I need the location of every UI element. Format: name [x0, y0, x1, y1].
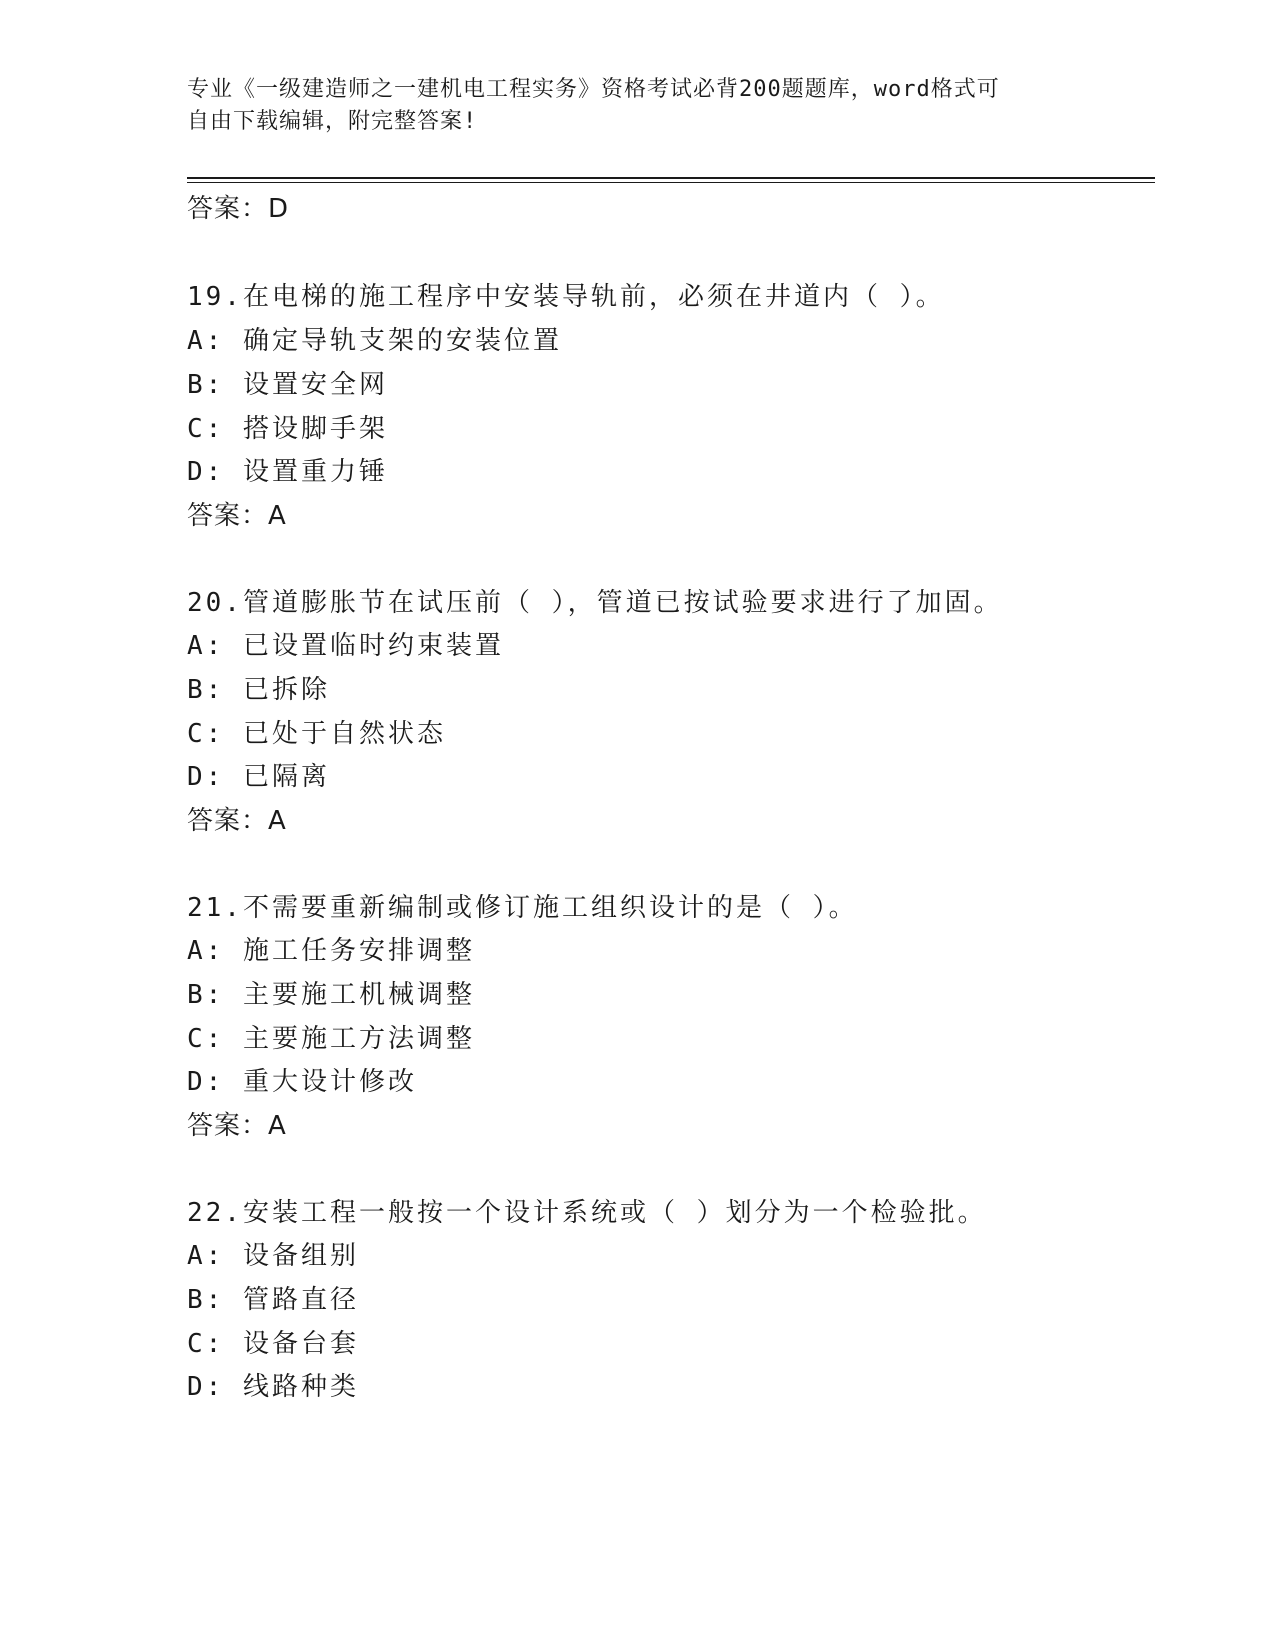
question-21-option-d: D: 重大设计修改: [187, 1067, 417, 1097]
header-line-1: 专业《一级建造师之一建机电工程实务》资格考试必背200题题库，word格式可: [187, 77, 1000, 102]
question-20-option-b: B: 已拆除: [187, 675, 330, 705]
question-20-option-a: A: 已设置临时约束装置: [187, 631, 504, 661]
question-19-option-c: C: 搭设脚手架: [187, 414, 388, 444]
question-20-option-c: C: 已处于自然状态: [187, 719, 446, 749]
question-22-option-c: C: 设备台套: [187, 1329, 359, 1359]
question-19-option-a: A: 确定导轨支架的安装位置: [187, 326, 562, 356]
question-22-option-b: B: 管路直径: [187, 1285, 359, 1315]
question-21-stem: 21.不需要重新编制或修订施工组织设计的是（ ）。: [187, 893, 858, 923]
question-19-answer: 答案：A: [187, 501, 287, 531]
header-divider: [187, 177, 1155, 179]
question-20-stem: 20.管道膨胀节在试压前（ ），管道已按试验要求进行了加固。: [187, 588, 1003, 618]
question-19-option-b: B: 设置安全网: [187, 370, 388, 400]
question-21-option-c: C: 主要施工方法调整: [187, 1024, 475, 1054]
question-20-option-d: D: 已隔离: [187, 762, 330, 792]
question-20-answer: 答案：A: [187, 806, 287, 836]
question-21-option-b: B: 主要施工机械调整: [187, 980, 475, 1010]
header-line-2: 自由下载编辑，附完整答案!: [187, 109, 478, 134]
question-19-stem: 19.在电梯的施工程序中安装导轨前，必须在井道内（ ）。: [187, 282, 945, 312]
question-22-stem: 22.安装工程一般按一个设计系统或（ ）划分为一个检验批。: [187, 1198, 987, 1228]
header-divider-thin: [187, 182, 1155, 183]
document-header: [187, 74, 1087, 138]
question-22-option-d: D: 线路种类: [187, 1372, 359, 1402]
question-21-option-a: A: 施工任务安排调整: [187, 936, 475, 966]
question-21-answer: 答案：A: [187, 1111, 287, 1141]
question-19-option-d: D: 设置重力锤: [187, 457, 388, 487]
question-22-option-a: A: 设备组别: [187, 1241, 359, 1271]
answer-previous: 答案：D: [187, 194, 290, 224]
